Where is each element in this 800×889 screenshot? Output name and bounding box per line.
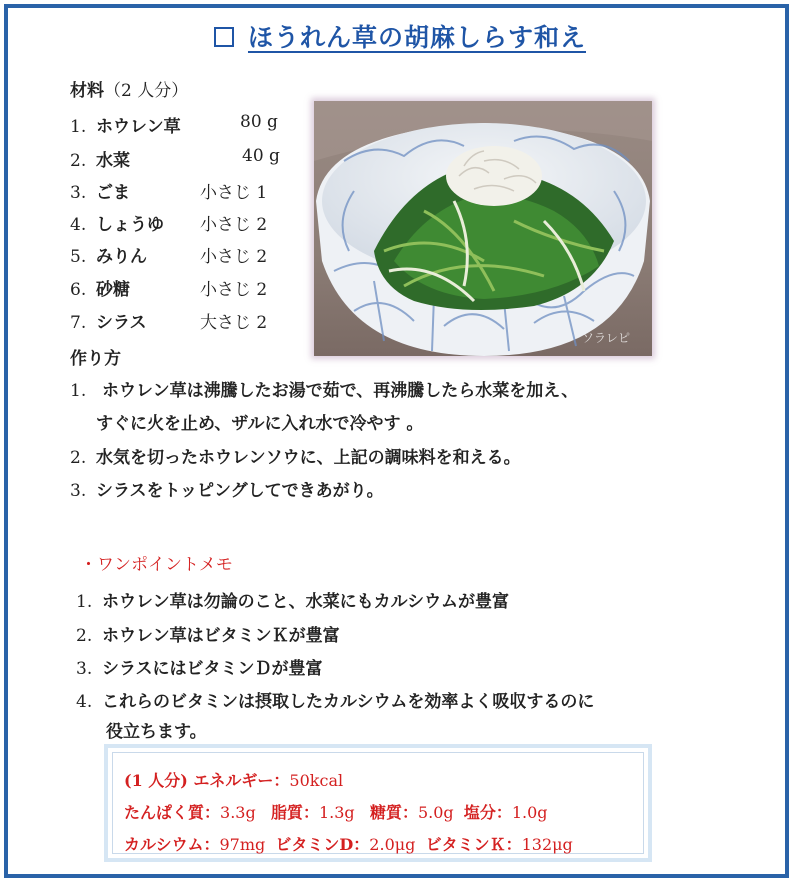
memo-text: 役立ちます。	[106, 722, 207, 742]
ingredient-name: 水菜	[96, 151, 130, 171]
ingredient-item	[70, 210, 268, 235]
method-step	[70, 443, 521, 468]
carb-label: 糖質：	[369, 803, 418, 822]
memo-heading: ・ワンポイントメモ	[80, 555, 233, 575]
memo-number: 4.	[76, 692, 93, 712]
calcium-value: 97mg	[219, 835, 266, 854]
nutrition-mineral-line	[124, 832, 573, 855]
ingredient-item	[70, 308, 268, 333]
nutrition-energy-line	[124, 768, 343, 791]
ingredient-item	[70, 178, 268, 203]
memo-item	[76, 621, 340, 646]
ingredient-amount: 小さじ 2	[200, 215, 268, 235]
vitamin-k-label: ビタミンＫ：	[425, 835, 522, 854]
memo-item	[76, 654, 323, 679]
ingredient-amount: 大さじ 2	[200, 313, 268, 333]
item-number: 2.	[70, 151, 87, 171]
vitamin-d-value: 2.0μg	[369, 835, 416, 854]
dish-photo	[314, 101, 652, 356]
step-number: 3.	[70, 481, 87, 501]
vitamin-k-value: 132μg	[521, 835, 573, 854]
fat-label: 脂質：	[270, 803, 319, 822]
item-number: 1.	[70, 117, 87, 137]
method-step	[70, 476, 384, 501]
recipe-title: ほうれん草の胡麻しらす和え	[0, 18, 800, 54]
memo-number: 1.	[76, 592, 93, 612]
salt-value: 1.0g	[511, 803, 548, 822]
nutrition-box	[104, 744, 652, 862]
checkbox-icon[interactable]	[214, 27, 234, 47]
step-text: ホウレン草は沸騰したお湯で茹で、再沸騰したら水菜を加え、	[102, 381, 579, 401]
item-number: 4.	[70, 215, 87, 235]
ingredient-item	[70, 146, 280, 171]
step-number: 1.	[70, 381, 87, 401]
memo-text: シラスにはビタミンＤが豊富	[102, 659, 323, 679]
memo-text: ホウレン草はビタミンＫが豊富	[102, 626, 340, 646]
ingredient-item	[70, 242, 268, 267]
ingredient-item	[70, 275, 268, 300]
step-text: すぐに火を止め、ザルに入れ水で冷やす 。	[96, 414, 424, 434]
protein-label: たんぱく質：	[124, 803, 221, 822]
ingredient-amount: 80 g	[240, 112, 278, 132]
salt-label: 塩分：	[463, 803, 512, 822]
ingredient-amount: 40 g	[242, 146, 280, 166]
ingredient-name: 砂糖	[96, 280, 130, 300]
ingredient-name: シラス	[96, 313, 147, 333]
ingredient-amount: 小さじ 2	[200, 247, 268, 267]
servings-label: （2 人分）	[104, 81, 189, 101]
ingredient-item	[70, 112, 278, 137]
ingredient-amount: 小さじ 1	[200, 183, 268, 203]
item-number: 3.	[70, 183, 87, 203]
energy-label: (1 人分) エネルギー：	[124, 771, 290, 790]
step-text: 水気を切ったホウレンソウに、上記の調味料を和える。	[96, 448, 521, 468]
step-number: 2.	[70, 448, 87, 468]
memo-item	[76, 687, 594, 712]
memo-number: 3.	[76, 659, 93, 679]
protein-value: 3.3g	[220, 803, 256, 822]
ingredient-name: ホウレン草	[96, 117, 181, 137]
materials-label: 材料	[70, 81, 104, 101]
memo-item	[76, 587, 509, 612]
item-number: 5.	[70, 247, 87, 267]
vitamin-d-label: ビタミンD：	[275, 835, 370, 854]
item-number: 7.	[70, 313, 87, 333]
ingredient-amount: 小さじ 2	[200, 280, 268, 300]
dish-illustration	[314, 101, 652, 356]
carb-value: 5.0g	[417, 803, 454, 822]
memo-item-continued	[106, 717, 207, 742]
nutrition-macro-line	[124, 800, 548, 823]
fat-value: 1.3g	[318, 803, 355, 822]
method-step	[70, 376, 578, 401]
ingredient-name: みりん	[96, 247, 147, 267]
materials-heading	[70, 76, 188, 101]
ingredient-name: ごま	[96, 183, 130, 203]
step-text: シラスをトッピングしてできあがり。	[96, 481, 384, 501]
ingredient-name: しょうゆ	[96, 215, 164, 235]
photo-watermark: ソラレピ	[581, 331, 630, 345]
energy-value: 50kcal	[289, 771, 344, 790]
item-number: 6.	[70, 280, 87, 300]
memo-number: 2.	[76, 626, 93, 646]
calcium-label: カルシウム：	[124, 835, 220, 854]
method-heading: 作り方	[70, 349, 121, 369]
memo-text: ホウレン草は勿論のこと、水菜にもカルシウムが豊富	[102, 592, 509, 612]
method-step-continued	[96, 409, 423, 434]
memo-text: これらのビタミンは摂取したカルシウムを効率よく吸収するのに	[102, 692, 595, 712]
